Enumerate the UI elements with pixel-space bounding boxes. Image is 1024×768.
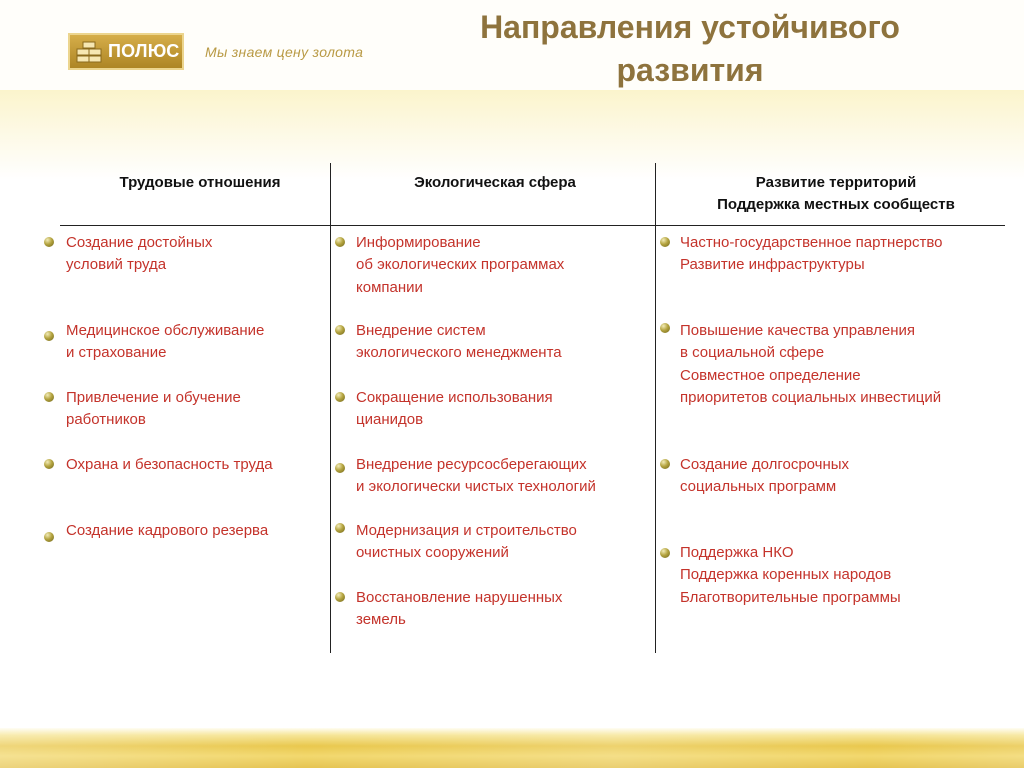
labor-item-3: Привлечение и обучение работников [66,389,241,429]
logo-brand-name: ПОЛЮС [108,41,180,61]
territory-item-2: Повышение качества управления в социальной сфере Совместное определение приоритетов социальных инвестиций [680,322,942,407]
bullet-icon [660,548,670,558]
bullet-icon [335,325,345,335]
gold-bars-icon [76,40,102,64]
bullet-icon [335,592,345,602]
slide-title-line-2: развития [616,52,764,88]
labor-item-4: Охрана и безопасность труда [66,456,273,473]
ecology-item-3: Сокращение использования цианидов [356,389,553,429]
column-divider-2 [655,163,656,653]
bullet-icon [335,523,345,533]
slide-title [440,6,940,92]
ecology-item-2: Внедрение систем экологического менеджмента [356,322,562,362]
logo-tagline: Мы знаем цену золота [205,44,364,60]
company-logo [68,33,184,70]
bullet-icon [44,392,54,402]
column-header-labor: Трудовые отношения [119,174,281,191]
ecology-item-4: Внедрение ресурсосберегающих и экологически чистых технологий [356,456,596,496]
ecology-item-5: Модернизация и строительство очистных сооружений [356,522,577,562]
bullet-icon [660,459,670,469]
ecology-item-1: Информирование об экологических программах компании [356,234,565,296]
bullet-icon [44,532,54,542]
bullet-icon [660,237,670,247]
ecology-item-6: Восстановление нарушенных земель [356,589,563,629]
column-header-territory: Развитие территорий Поддержка местных сообществ [717,174,955,213]
labor-item-5: Создание кадрового резерва [66,522,269,539]
labor-item-2: Медицинское обслуживание и страхование [66,322,265,362]
bullet-icon [44,459,54,469]
bullet-icon [335,237,345,247]
bullet-icon [335,463,345,473]
territory-item-4: Поддержка НКО Поддержка коренных народов Благотворительные программы [680,544,901,606]
bullet-icon [335,392,345,402]
footer-gold-band-sheen [0,728,1024,768]
territory-item-1: Частно-государственное партнерство Развитие инфраструктуры [680,234,943,274]
header-gradient-band [0,90,1024,180]
bullet-icon [44,331,54,341]
column-divider-1 [330,163,331,653]
territory-item-3: Создание долгосрочных социальных программ [680,456,850,496]
column-header-ecology: Экологическая сфера [414,174,576,191]
slide-title-line-1: Направления устойчивого [480,9,900,45]
labor-item-1: Создание достойных условий труда [66,234,213,274]
header-divider [60,225,1005,226]
bullet-icon [44,237,54,247]
bullet-icon [660,323,670,333]
